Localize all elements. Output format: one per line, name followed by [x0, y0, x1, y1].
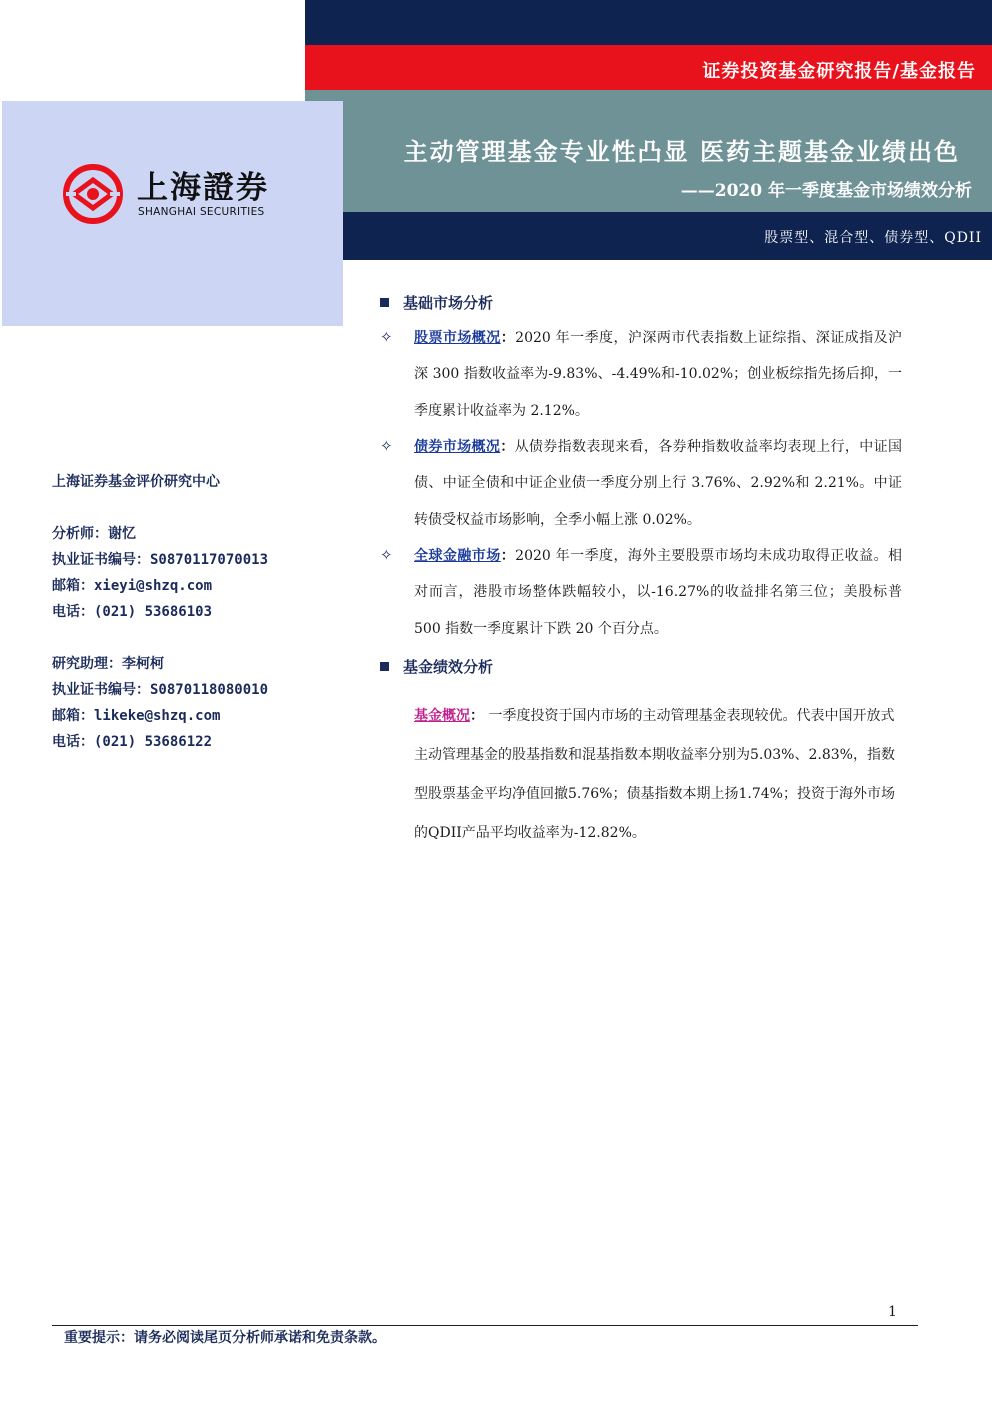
analyst-cert: 执业证书编号：S0870117070013 [52, 552, 269, 568]
stock-market-keyword: 股票市场概况 [414, 330, 501, 346]
header-navy-band [305, 0, 992, 45]
disclaimer-notice: 重要提示：请务必阅读尾页分析师承诺和免责条款。 [64, 1330, 386, 1346]
global-market-paragraph: 全球金融市场：2020 年一季度，海外主要股票市场均未成功取得正收益。相对而言，港股市场整体跌幅较小，以-16.27%的收益排名第三位；美股标普 500 指数一季度累计下跌 20 个百分点。 [414, 548, 903, 637]
fund-overview-paragraph: 基金概况： 一季度投资于国内市场的主动管理基金表现较优。代表中国开放式主动管理基金的股基指数和混基指数本期收益率分别为5.03%、2.83%，指数型股票基金平均净值回撤5.76%；债基指数本期上扬1.74%；投资于海外市场的QDII产品平均收益率为-12.82%。 [414, 708, 895, 841]
fund-overview-keyword: 基金概况 [414, 708, 470, 724]
logo-english-name: SHANGHAI SECURITIES [138, 206, 265, 218]
bond-market-keyword: 债券市场概况 [414, 439, 501, 455]
assistant-email: 邮箱：likeke@shzq.com [52, 708, 221, 724]
stock-market-paragraph: 股票市场概况：2020 年一季度，沪深两市代表指数上证综指、深证成指及沪深 300 指数收益率为-9.83%、-4.49%和-10.02%；创业板综指先扬后抑，一季度累计收益率为 2.12%。 [414, 330, 903, 419]
global-market-keyword: 全球金融市场 [414, 548, 501, 564]
analyst-phone: 电话：(021) 53686103 [52, 604, 213, 620]
square-bullet-icon [380, 662, 389, 671]
logo-chinese-name: 上海證券 [137, 170, 269, 206]
shanghai-securities-logo-icon [62, 163, 124, 225]
assistant-cert: 执业证书编号：S0870118080010 [52, 682, 269, 698]
footer-divider [52, 1325, 918, 1326]
fund-types: 股票型、混合型、债券型、QDII [764, 230, 982, 246]
bond-market-paragraph: 债券市场概况：从债券指数表现来看，各券种指数收益率均表现上行，中证国债、中证全债和中证企业债一季度分别上行 3.76%、2.92%和 2.21%。中证转债受权益市场影响，全季小幅上涨 0.02%。 [414, 439, 903, 528]
diamond-bullet-icon: ✧ [380, 437, 393, 455]
section-title-market: 基础市场分析 [380, 292, 493, 313]
report-category: 证券投资基金研究报告/基金报告 [702, 61, 976, 82]
research-center: 上海证券基金评价研究中心 [52, 474, 220, 490]
section-title-fund: 基金绩效分析 [380, 656, 493, 677]
assistant-name: 研究助理：李柯柯 [52, 656, 164, 672]
diamond-bullet-icon: ✧ [380, 546, 393, 564]
diamond-bullet-icon: ✧ [380, 328, 393, 346]
report-subtitle: ——2020 年一季度基金市场绩效分析 [680, 181, 972, 201]
analyst-name: 分析师：谢忆 [52, 526, 136, 542]
report-title: 主动管理基金专业性凸显 医药主题基金业绩出色 [403, 137, 960, 166]
assistant-phone: 电话：(021) 53686122 [52, 734, 213, 750]
analyst-email: 邮箱：xieyi@shzq.com [52, 578, 213, 594]
page-number: 1 [888, 1304, 897, 1320]
square-bullet-icon [380, 298, 389, 307]
